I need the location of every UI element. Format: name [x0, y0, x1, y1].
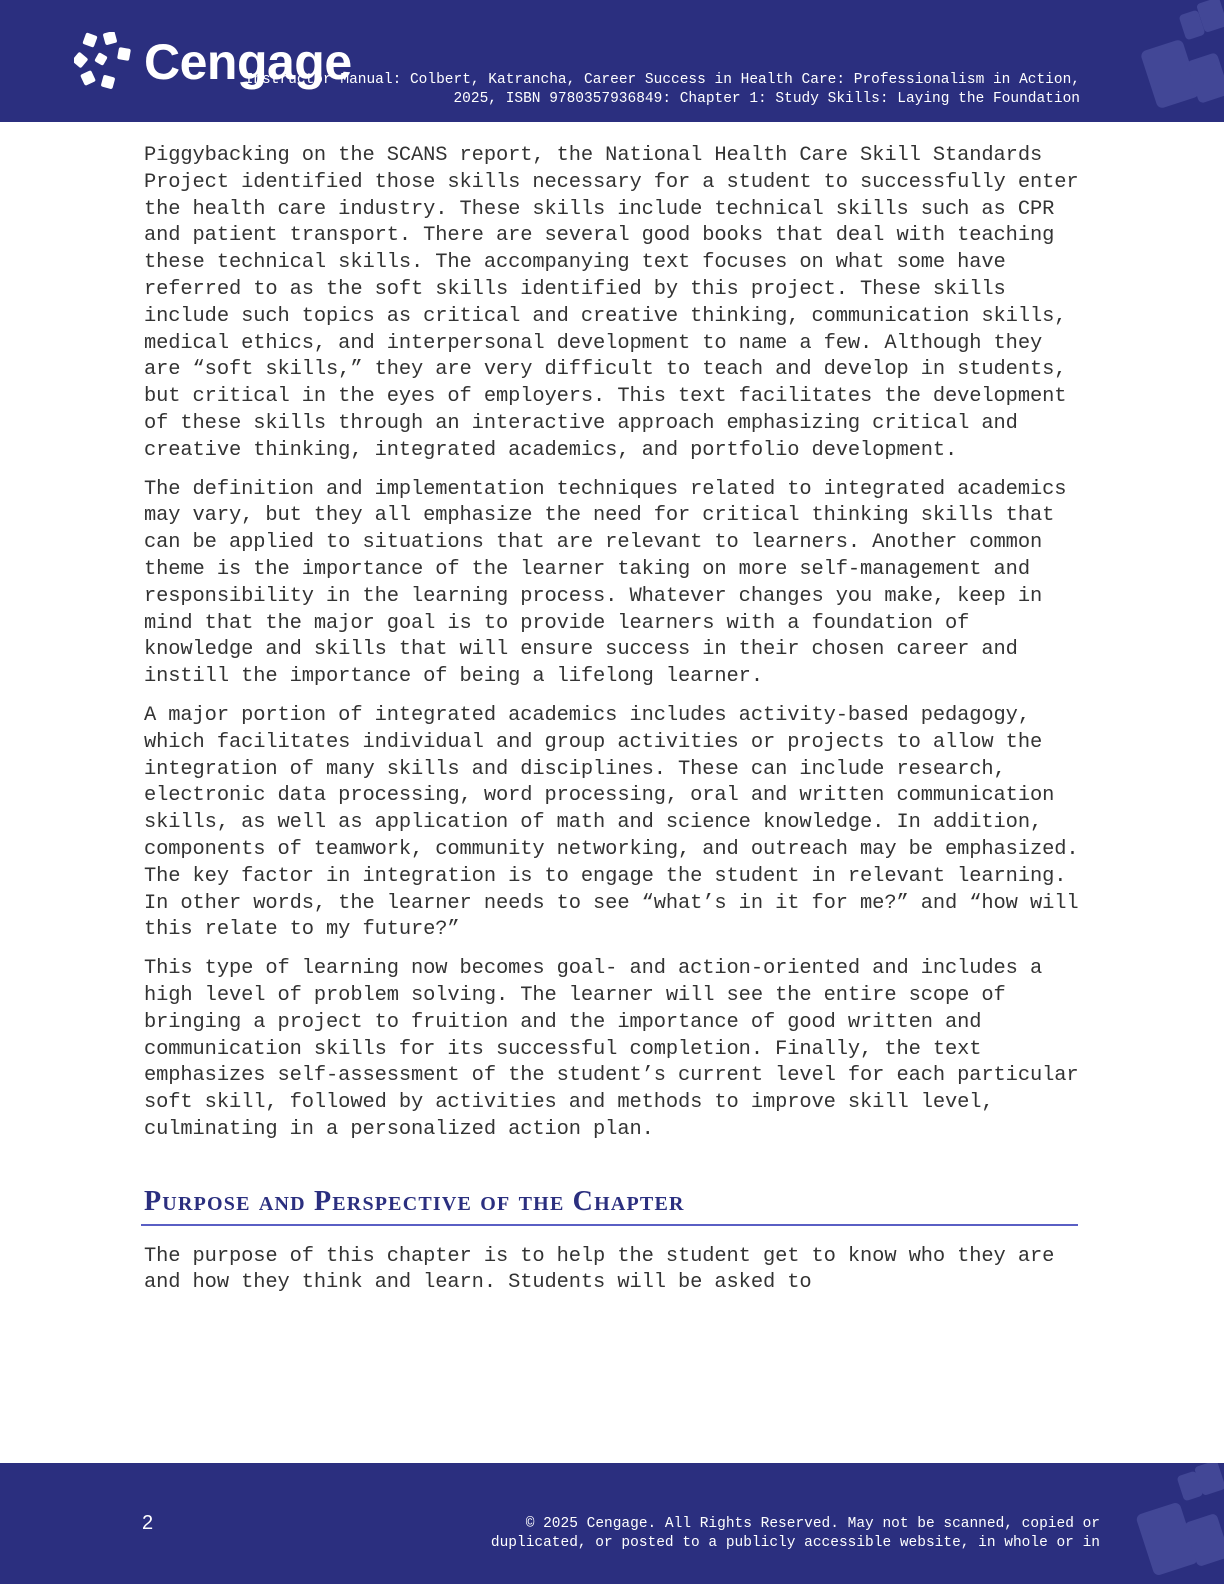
- body-paragraph-1: Piggybacking on the SCANS report, the National Health Care Skill Standards Project identified those skills necessary for a student to successfully enter the health care industry. These skills include technical skills such as CPR and patient transport. There are several good books that deal with teaching these technical skills. The accompanying text focuses on what some have referred to as the soft skills identified by this project. These skills include such topics as critical and creative thinking, communication skills, medical ethics, and interpersonal development to name a few. Although they are “soft skills,” they are very difficult to teach and develop in students, but critical in the eyes of employers. This text facilitates the development of these skills through an interactive approach emphasizing critical and creative thinking, integrated academics, and portfolio development.: [144, 144, 1079, 462]
- document-title: [100, 71, 1080, 109]
- title-line-2: 2025, ISBN 9780357936849: Chapter 1: Study Skills: Laying the Foundation: [453, 91, 1080, 107]
- main-content: [144, 143, 1084, 1309]
- decorative-corner-icon: [1134, 0, 1224, 122]
- page-number: 2: [142, 1512, 154, 1534]
- body-paragraph-4: This type of learning now becomes goal- and action-oriented and includes a high level of problem solving. The learner will see the entire scope of bringing a project to fruition and the importance of good written and communication skills for its successful completion. Finally, the text emphasizes self-assessment of the student’s current level for each particular soft skill, followed by activities and methods to improve skill level, culminating in a personalized action plan.: [144, 957, 1079, 1141]
- body-paragraph-2: The definition and implementation techniques related to integrated academics may vary, but they all emphasize the need for critical thinking skills that can be applied to situations that are relevant to learners. Another common theme is the importance of the learner taking on more self-management and responsibility in the learning process. Whatever changes you make, keep in mind that the major goal is to provide learners with a foundation of knowledge and skills that will ensure success in their chosen career and instill the importance of being a lifelong learner.: [144, 477, 1067, 689]
- decorative-corner-icon: [1134, 1463, 1224, 1584]
- body-paragraph-3: A major portion of integrated academics includes activity-based pedagogy, which facilitates individual and group activities or projects to allow the integration of many skills and disciplines. These can include research, electronic data processing, word processing, oral and written communication skills, as well as application of math and science knowledge. In addition, components of teamwork, community networking, and outreach may be emphasized. The key factor in integration is to engage the student in relevant learning. In other words, the learner needs to see “what’s in it for me?” and “how will this relate to my future?”: [144, 703, 1079, 942]
- copyright-line-1: © 2025 Cengage. All Rights Reserved. May not be scanned, copied or: [525, 1516, 1100, 1532]
- brand-name: Cengage: [144, 34, 352, 90]
- page-header: [0, 0, 1224, 122]
- section-paragraph: The purpose of this chapter is to help the student get to know who they are and how they think and learn. Students will be asked to: [144, 1244, 1055, 1295]
- copyright-notice: [340, 1515, 1100, 1553]
- copyright-line-2: duplicated, or posted to a publicly accessible website, in whole or in: [490, 1535, 1100, 1551]
- title-line-1: Instructor Manual: Colbert, Katrancha, Career Success in Health Care: Professionalism in Action,: [244, 72, 1080, 88]
- page-footer: [0, 1463, 1224, 1584]
- section-heading: Purpose and Perspective of the Chapter: [141, 1186, 1078, 1226]
